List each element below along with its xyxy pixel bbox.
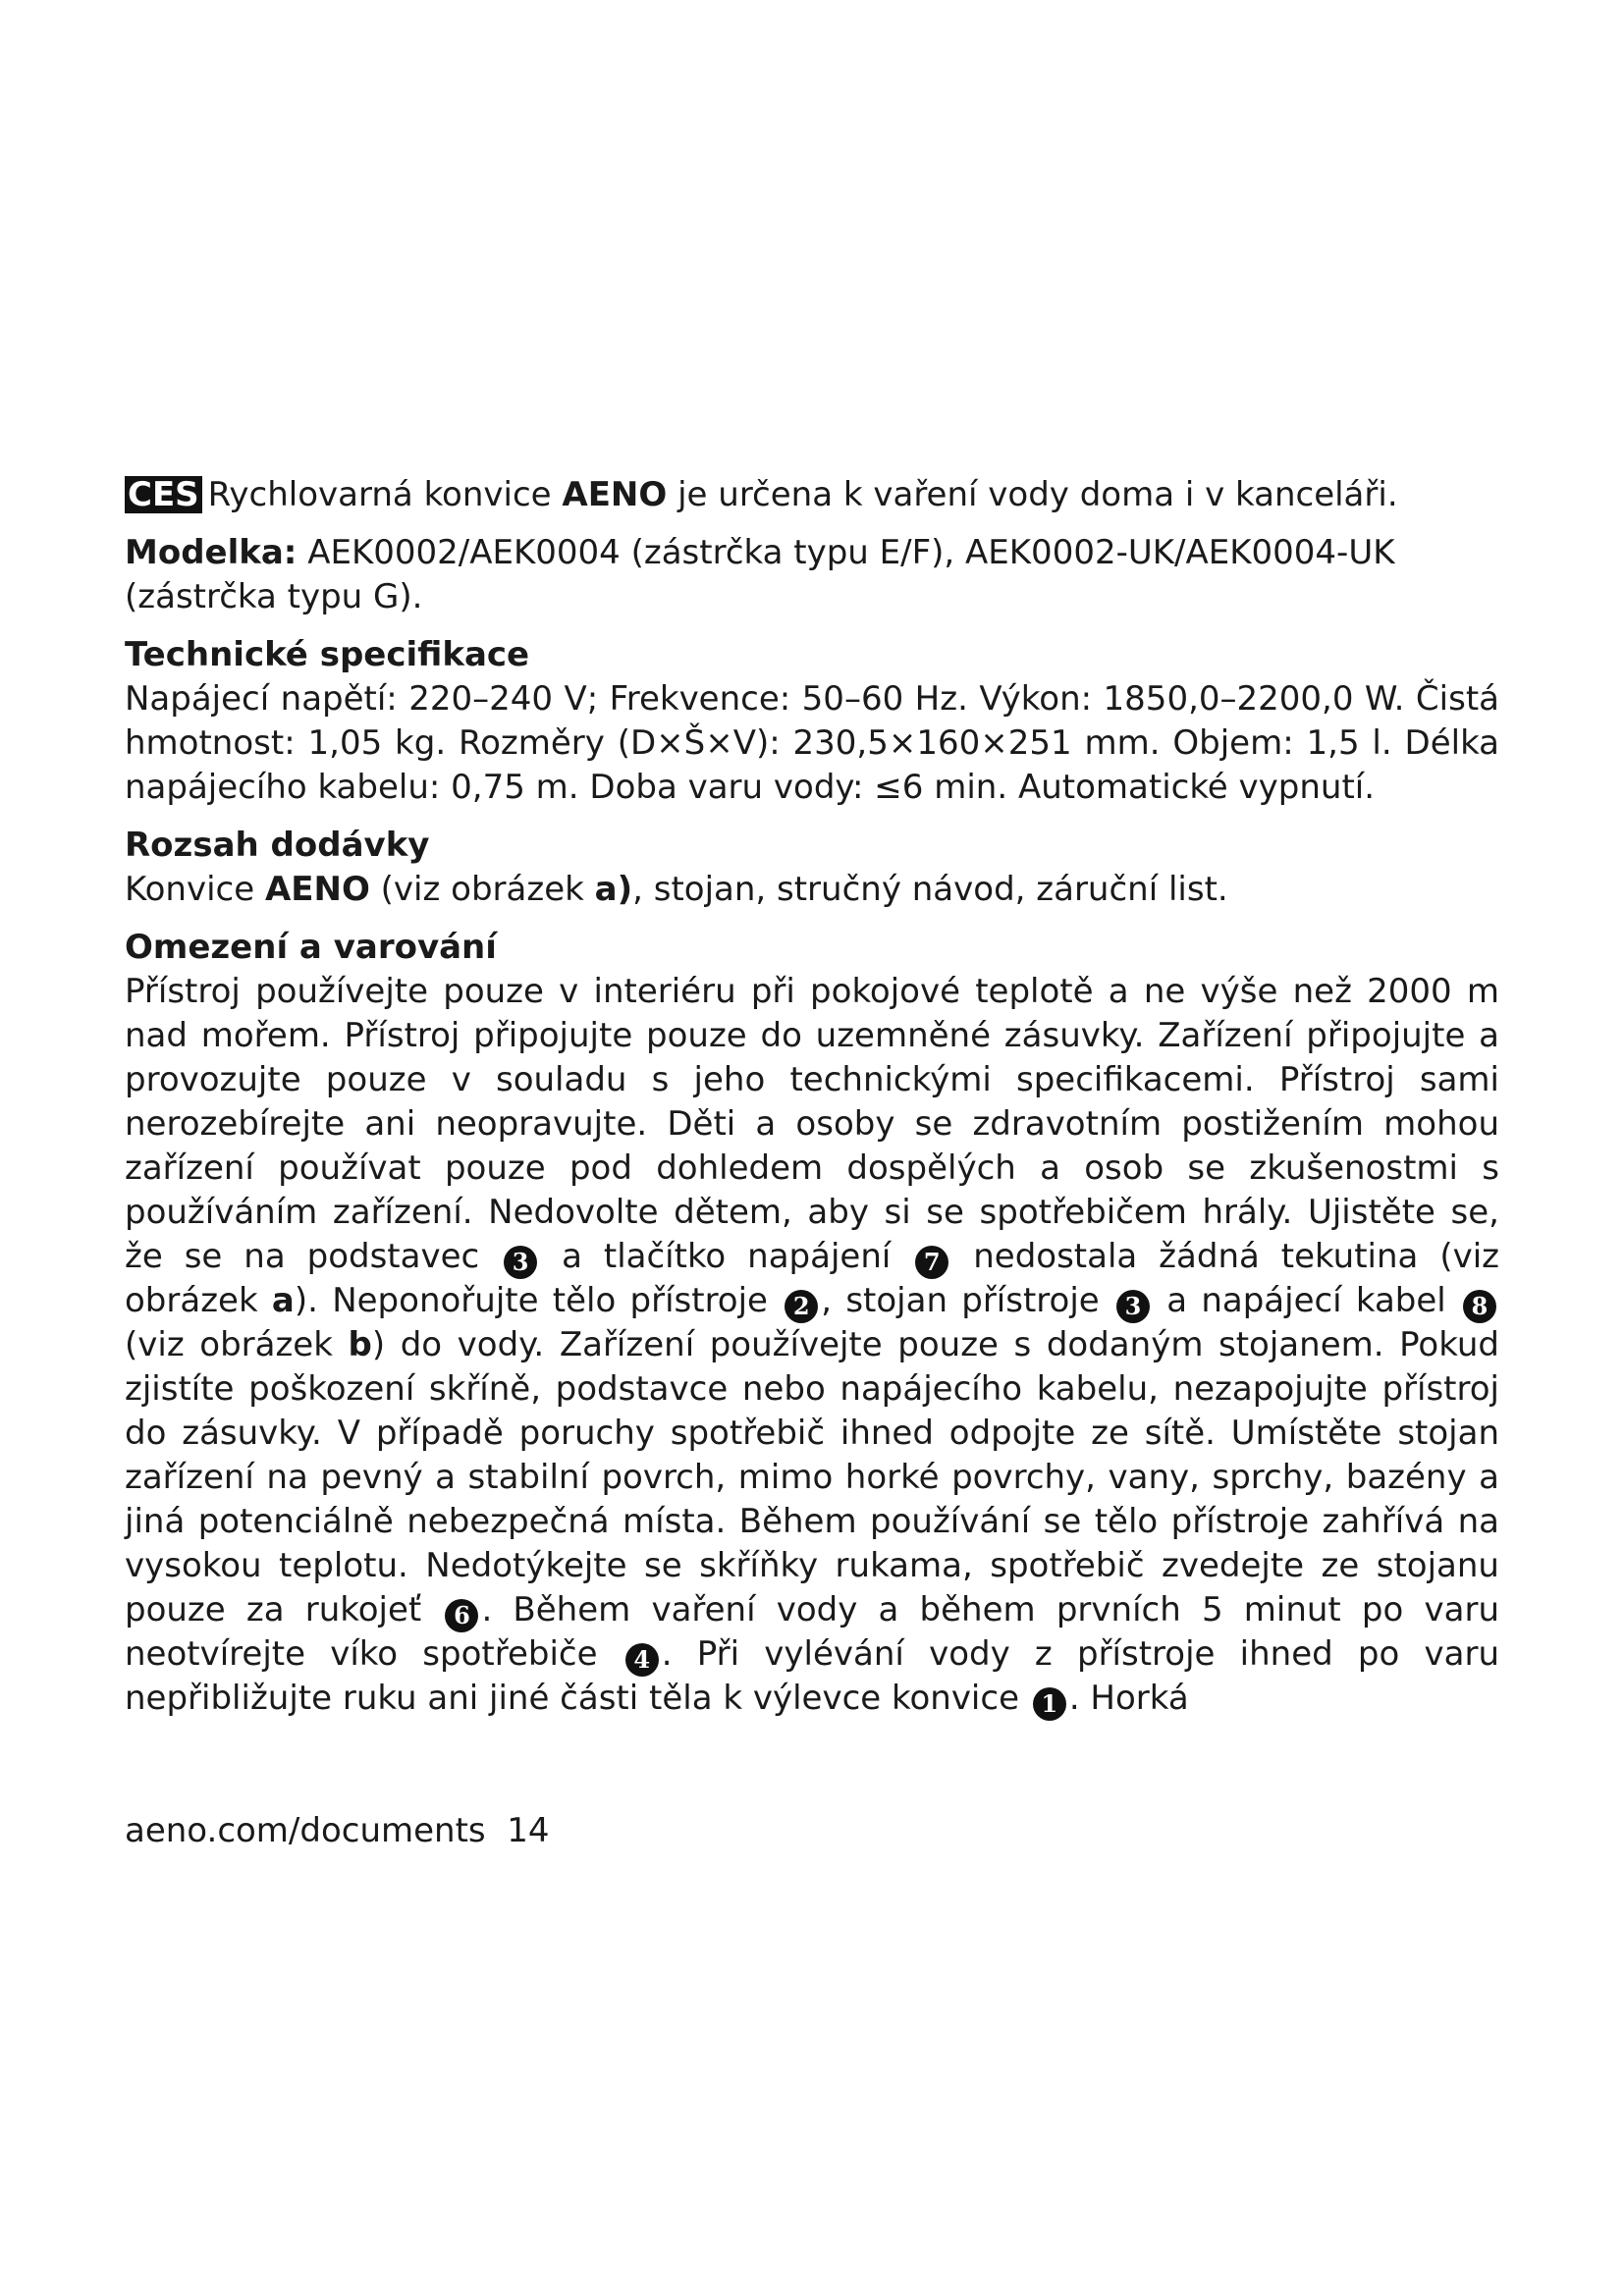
brand-name: AENO [562, 475, 668, 514]
delivery-paragraph: Konvice AENO (viz obrázek a), stojan, stručný návod, záruční list. [125, 870, 1228, 909]
manual-page-content [125, 473, 1499, 1721]
part-number-icon: 3 [504, 1246, 537, 1279]
model-value: AEK0002/AEK0004 (zástrčka typu E/F), AEK0002-UK/AEK0004-UK (zástrčka typu G). [125, 533, 1395, 616]
specs-heading: Technické specifikace [125, 635, 530, 674]
model-paragraph [125, 531, 1499, 619]
documents-url: aeno.com/documents [125, 1811, 486, 1850]
part-number-icon: 3 [1116, 1290, 1150, 1323]
part-number-icon: 1 [1033, 1687, 1066, 1721]
delivery-heading: Rozsah dodávky [125, 826, 430, 865]
page-footer [125, 1811, 550, 1850]
warnings-paragraph: Přístroj používejte pouze v interiéru při pokojové teplotě a ne výše než 2000 m nad mořem. Přístroj připojujte pouze do uzemněné zásuvky. Zařízení připojujte a provozujte pouze v souladu s jeho technickými specifikacemi. Přístroj sami nerozebírejte ani neopravujte. Děti a osoby se zdravotním postižením mohou zařízení používat pouze pod dohledem dospělých a osob se zkušenostmi s používáním zařízení. Nedovolte dětem, aby si se spotřebičem hrály. Ujistěte se, že se na podstavec 3 a tlačítko napájení 7 nedostala žádná tekutina (viz obrázek a). Neponořujte tělo přístroje 2 , stojan přístroje 3 a napájecí kabel 8 (viz obrázek b) do vody. Zařízení používejte pouze s dodaným stojanem. Pokud zjistíte poškození skříně, podstavce nebo napájecího kabelu, nezapojujte přístroj do zásuvky. V případě poruchy spotřebič ihned odpojte ze sítě. Umístěte stojan zařízení na pevný a stabilní povrch, mimo horké povrchy, vany, sprchy, bazény a jiná potenciálně nebezpečná místa. Během používání se tělo přístroje zahřívá na vysokou teplotu. Nedotýkejte se skříňky rukama, spotřebič zvedejte ze stojanu pouze za rukojeť 6 . Během vaření vody a během prvních 5 minut po varu neotvírejte víko spotřebiče 4 . Při vylévání vody z přístroje ihned po varu nepřibližujte ruku ani jiné části těla k výlevce konvice 1 . Horká [125, 970, 1499, 1721]
figure-ref: a [271, 1281, 295, 1320]
part-number-icon: 7 [915, 1246, 948, 1279]
part-number-icon: 2 [785, 1290, 818, 1323]
part-number-icon: 8 [1463, 1290, 1496, 1323]
figure-ref: b [348, 1325, 372, 1364]
specs-paragraph: Napájecí napětí: 220–240 V; Frekvence: 50–60 Hz. Výkon: 1850,0–2200,0 W. Čistá hmotnost: 1,05 kg. Rozměry (D×Š×V): 230,5×160×251 mm. Objem: 1,5 l. Délka napájecího kabelu: 0,75 m. Doba varu vody: ≤6 min. Automatické vypnutí. [125, 679, 1499, 807]
part-number-icon: 4 [625, 1643, 659, 1677]
brand-name: AENO [264, 870, 370, 909]
model-label: Modelka: [125, 533, 298, 572]
warnings-heading: Omezení a varování [125, 928, 497, 967]
intro-paragraph: CES Rychlovarná konvice AENO je určena k vaření vody doma i v kanceláři. [125, 473, 1499, 517]
figure-ref: a) [594, 870, 633, 909]
part-number-icon: 6 [445, 1599, 478, 1632]
language-badge: CES [125, 476, 202, 513]
page-number: 14 [507, 1811, 550, 1850]
